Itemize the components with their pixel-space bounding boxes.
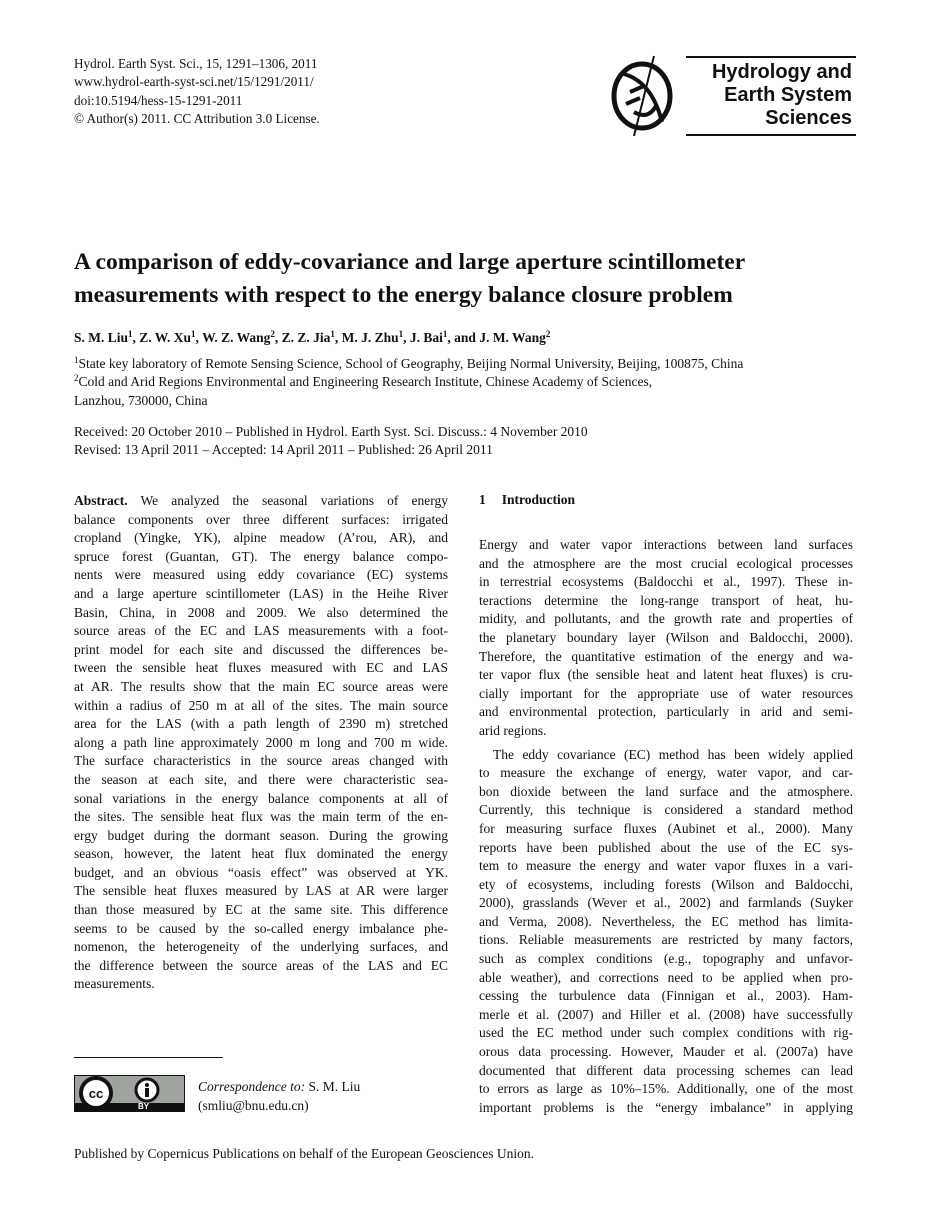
text-line: measurements. [74, 976, 155, 992]
revised-date: Revised: 13 April 2011 – Accepted: 14 April 2011 – Published: 26 April 2011 [74, 442, 493, 458]
text-line: Therefore, the quantitative estimation of the energy and wa- [479, 648, 853, 664]
correspondence: Correspondence to: S. M. Liu (smliu@bnu.edu.cn) [198, 1079, 361, 1113]
license: © Author(s) 2011. CC Attribution 3.0 License. [74, 111, 320, 127]
text-line: ety of ecosystems, including forests (Wilson and Baldocchi, [479, 876, 853, 892]
text-line: tem to measure the energy and water vapor fluxes in a vari- [479, 858, 853, 874]
creative-commons-icon [74, 1075, 185, 1112]
text-line: the planetary boundary layer (Wilson and Baldocchi, 2000). [479, 629, 853, 645]
text-line: and the atmosphere are the most crucial ecological processes [479, 555, 853, 571]
author-affiliation-mark: 1 [398, 329, 404, 339]
text-line: for measuring surface fluxes (Aubinet et al., 2000). Many [479, 820, 853, 836]
citation: Hydrol. Earth Syst. Sci., 15, 1291–1306, 2011 [74, 56, 318, 71]
text-line: The sensible heat fluxes measured by LAS at AR were larger [74, 883, 448, 899]
text-line: and a large aperture scintillometer (LAS) in the Heihe River [74, 585, 448, 601]
cc-by-license-badge[interactable] [74, 1075, 185, 1112]
text-line: tween the sensible heat fluxes measured with EC and LAS [74, 660, 448, 676]
text-line: nents were measured using eddy covariance (EC) systems [74, 567, 448, 583]
journal-url[interactable]: www.hydrol-earth-syst-sci.net/15/1291/2011/ [74, 74, 314, 90]
journal-header [74, 55, 320, 129]
text-line: Abstract. We analyzed the seasonal variations of energy [74, 493, 448, 508]
author-affiliation-mark: 2 [270, 329, 275, 339]
text-line: able weather), and corrections need to be applied when pro- [479, 969, 853, 985]
correspondence-email[interactable]: (smliu@bnu.edu.cn) [198, 1098, 309, 1113]
text-line: used the EC method under such complex conditions with rig- [479, 1025, 853, 1041]
text-line: than those measured by EC at the same site. This difference [74, 902, 448, 918]
author-name: J. M. Wang [479, 330, 546, 345]
publication-dates [74, 423, 588, 460]
text-line: nomenon, the heterogeneity of the underlying surfaces, and [74, 939, 448, 955]
text-line: spruce forest (Guantan, GT). The energy balance compo- [74, 548, 448, 564]
text-line: in terrestrial ecosystems (Baldocchi et al., 1997). These in- [479, 574, 853, 590]
text-line: bon dioxide between the land surface and the atmosphere. [479, 783, 853, 799]
text-line: sonal variations in the energy balance components at all of [74, 790, 448, 806]
text-line: and environmental protection, particularly in arid and semi- [479, 704, 853, 720]
affiliation-2: $^2$Cold and Arid Regions Environmental and Engineering Research Institute, Chinese Academy of Sciences, [74, 373, 653, 390]
svg-text:cc: cc [88, 1086, 104, 1101]
text-line: Energy and water vapor interactions between land surfaces [479, 537, 853, 552]
author-name: Z. Z. Jia [281, 330, 331, 345]
text-line: source areas of the EC and LAS measurements with a foot- [74, 623, 448, 639]
journal-name: Hydrology and Earth System Sciences [711, 61, 852, 129]
text-line: midity, and pollutants, and the growth rate and properties of [479, 611, 853, 627]
text-line: cessing the turbulence data (Finnigan et al., 2003). Ham- [479, 988, 853, 1004]
text-line: 2000), grasslands (Wever et al., 2002) and farmlands (Suyker [479, 895, 853, 911]
text-line: to errors as large as 10%–15%. Additionally, one of the most [479, 1081, 853, 1097]
author-affiliation-mark: 1 [330, 329, 335, 339]
text-line: the season at each site, and there were characteristic sea- [74, 771, 448, 787]
author-affiliation-mark: 1 [128, 329, 133, 339]
text-line: print model for each site and discussed the differences be- [74, 641, 448, 657]
received-date: Received: 20 October 2010 – Published in Hydrol. Earth Syst. Sci. Discuss.: 4 November 2010 [74, 424, 588, 439]
text-line: area for the LAS (with a path length of 2390 m) stretched [74, 716, 448, 732]
author-name: J. Bai [409, 330, 443, 345]
affiliation-1: $^1$State key laboratory of Remote Sensing Science, School of Geography, Beijing Normal University, Beijing, 100875, China [74, 355, 744, 371]
text-line: such as complex conditions (e.g., topography and unfavor- [479, 951, 853, 967]
logo-rule-bottom [686, 134, 856, 136]
text-line: seems to be caused by the so-called energy imbalance phe- [74, 920, 448, 936]
doi[interactable]: doi:10.5194/hess-15-1291-2011 [74, 92, 243, 108]
section-heading: 1 Introduction [479, 492, 576, 507]
text-line: budget, and an obvious “oasis effect” was observed at YK. [74, 864, 448, 880]
text-line: arid regions. [479, 722, 547, 738]
text-line: cially important for the appropriate use of water resources [479, 685, 853, 701]
author-affiliation-mark: 2 [545, 329, 551, 339]
text-line: The eddy covariance (EC) method has been widely applied [493, 746, 853, 762]
text-line: the difference between the source areas of the LAS and EC [74, 957, 448, 973]
text-line: and Verma, 2008). Nevertheless, the EC method has limita- [479, 913, 853, 929]
text-line: at AR. The results show that the main EC source areas were [74, 678, 448, 694]
logo-rule-top [686, 56, 856, 58]
footnote-divider [74, 1057, 223, 1058]
text-line: along a path line approximately 2000 m long and 700 m wide. [74, 734, 448, 750]
text-line: documented that different data processing schemes can lead [479, 1062, 853, 1078]
author-name: W. Z. Wang [202, 330, 271, 345]
abstract [74, 492, 448, 994]
text-line: within a radius of 250 m at all of the sites. The main source [74, 697, 448, 713]
text-line: tions. Reliable measurements are restricted by many factors, [479, 932, 853, 948]
author-name: Z. W. Xu [139, 330, 192, 345]
author-name: M. J. Zhu [341, 330, 399, 345]
abstract-label: Abstract. [74, 493, 128, 508]
affiliation-2-cont: Lanzhou, 730000, China [74, 392, 208, 408]
text-line: cropland (Yingke, YK), alpine meadow (A’rou, AR), and [74, 530, 448, 546]
author-list: S. M. Liu$^1$, Z. W. Xu$^1$, W. Z. Wang$^2$, Z. Z. Jia$^1$, M. J. Zhu$^1$, J. Bai$^1$, and J. M. Wang$^2$ [74, 329, 551, 345]
author-name: S. M. Liu [74, 330, 129, 345]
publisher-footer: Published by Copernicus Publications on behalf of the European Geosciences Union. [74, 1146, 535, 1161]
text-line: ter vapor flux (the sensible heat and latent heat fluxes) is cru- [479, 667, 853, 683]
paragraph [479, 746, 853, 1118]
text-line: teractions determine the long-range transport of heat, hu- [479, 592, 853, 608]
text-line: important problems is the “energy imbalance” in applying [479, 1099, 853, 1115]
paragraph [479, 536, 853, 741]
paper-title: A comparison of eddy-covariance and large aperture scintillometer measurements with respect to the energy balance closure problem [74, 249, 745, 308]
text-line: balance components over three different surfaces: irrigated [74, 511, 448, 527]
text-line: the sites. The sensible heat flux was the main term of the en- [74, 809, 448, 825]
affiliations [74, 355, 743, 410]
introduction-body [479, 536, 853, 1117]
by-label: BY [138, 1102, 150, 1111]
text-line: Currently, this technique is considered a standard method [479, 802, 853, 818]
text-line: to measure the exchange of energy, water vapor, and car- [479, 765, 853, 781]
author-affiliation-mark: 1 [191, 329, 196, 339]
text-line: ergy budget during the dormant season. During the growing [74, 827, 448, 843]
text-line: merle et al. (2007) and Hiller et al. (2008) have successfully [479, 1006, 853, 1022]
text-line: orous data processing. However, Mauder et al. (2007a) have [479, 1044, 853, 1060]
author-affiliation-mark: 1 [442, 329, 448, 339]
text-line: Basin, China, in 2008 and 2009. We also determined the [74, 604, 448, 620]
text-line: reports have been published about the use of the EC sys- [479, 839, 853, 855]
egu-logo-icon [604, 52, 684, 136]
text-line: The surface characteristics in the source areas changed with [74, 753, 448, 769]
journal-logo [604, 52, 856, 136]
text-line: season, however, the latent heat flux dominated the energy [74, 846, 448, 862]
